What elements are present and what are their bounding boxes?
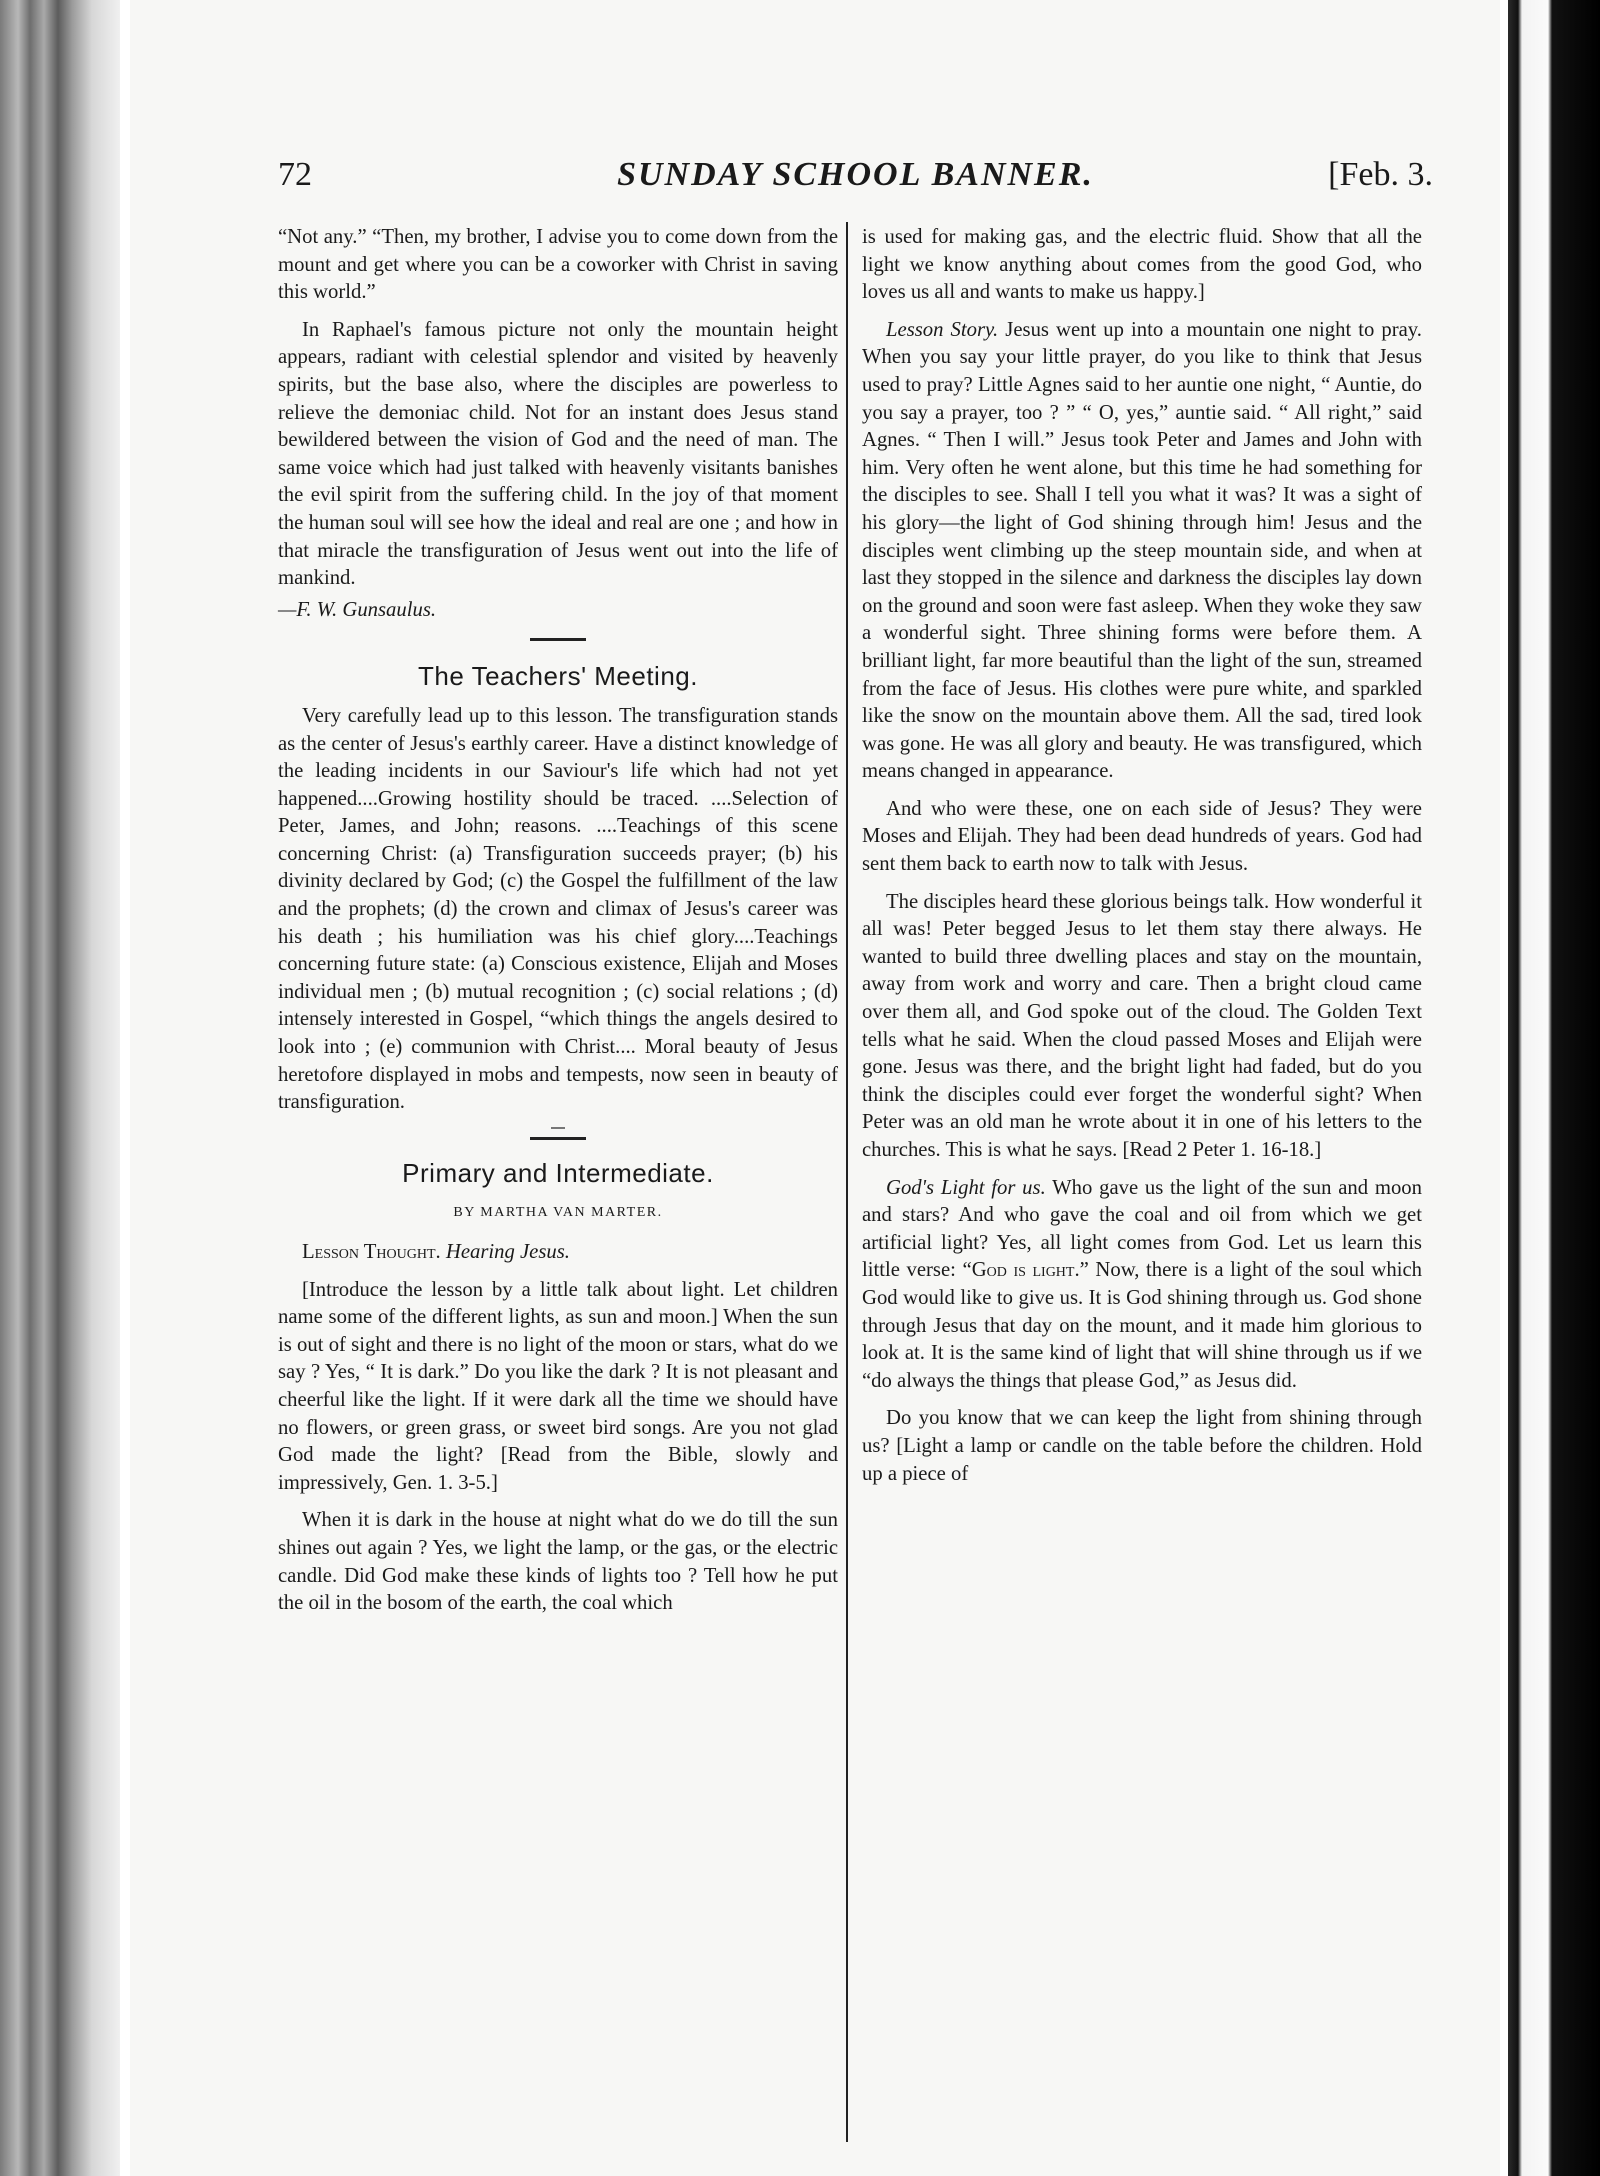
paragraph: In Raphael's famous picture not only the mountain height appears, radiant with celestial splendor and visited by heavenly spirits, but the base also, where the disciples are powerless to relieve the demoniac child. Not for an instant does Jesus stand bewildered between the vision of God and the need of man. The same voice which had just talked with heavenly visitants banishes the evil spirit from the suffering child. In the joy of that moment the human soul will see how the ideal and real are one ; and how in that miracle the transfiguration of Jesus went out into the life of mankind. (278, 318, 838, 590)
lesson-story (862, 317, 1422, 786)
issue-date: [Feb. 3. (1328, 156, 1433, 193)
adjacent-page-edge (1508, 0, 1600, 2176)
gods-light-paragraph (862, 1175, 1422, 1396)
section-heading-primary-intermediate: Primary and Intermediate. (402, 1157, 714, 1188)
paragraph: “Not any.” “Then, my brother, I advise you to come down from the mount and get where you can be a coworker with Christ in saving this world.” (278, 226, 838, 304)
journal-title: SUNDAY SCHOOL BANNER. (617, 156, 1094, 193)
book-edge (0, 0, 120, 2176)
paragraph: [Introduce the lesson by a little talk about light. Let children name some of the different lights, as sun and moon.] When the sun is out of sight and there is no light of the moon or stars, what do we say ? Yes, “ It is dark.” Do you like the dark ? It is not pleasant and cheerful like the light. If it were dark all the time we should have no flowers, or green grass, or sweet bird songs. Are you not glad God made the light? [Read from the Bible, slowly and impressively, Gen. 1. 3-5.] (278, 1278, 838, 1494)
section-divider (530, 1137, 586, 1140)
paragraph: And who were these, one on each side of Jesus? They were Moses and Elijah. They had been dead hundreds of years. God had sent them back to earth now to talk with Jesus. (862, 797, 1422, 876)
attribution: —F. W. Gunsaulus. (278, 598, 437, 621)
dash-mark (551, 1127, 565, 1129)
running-head (278, 156, 1433, 200)
gods-light-text-a: Who gave us the light of the sun and moon and stars? And who gave the coal and oil from which we get artificial light? Yes, all light comes from God. Let us learn this little verse: “ (862, 1176, 1422, 1282)
lesson-story-label: Lesson Story. (886, 318, 999, 341)
column-divider (846, 222, 848, 2142)
paragraph: The disciples heard these glorious beings talk. How wonderful it all was! Peter begged Jesus to let them stay there always. He wanted to build three dwelling places and stay on the mountain, away from work and worry and care. Then a bright cloud came over them all, and God spoke out of the cloud. The Golden Text tells what he said. When the cloud passed Moses and Elijah were gone. Jesus was there, and the bright light had faded, but do you think the disciples could ever forget the wonderful sight? When Peter was an old man he wrote about it in one of his letters to the churches. This is what he says. [Read 2 Peter 1. 16-18.] (862, 890, 1422, 1161)
paragraph: Very carefully lead up to this lesson. The transfiguration stands as the center of Jesus's earthly career. Have a distinct knowledge of the leading incidents in our Saviour's life which had not yet happened....Growing hostility should be traced. ....Selection of Peter, James, and John; reasons. ....Teachings of this scene concerning Christ: (a) Transfiguration succeeds prayer; (b) his divinity declared by God; (c) the Gospel the fulfillment of the law and the prophets; (d) the crown and climax of Jesus's career was his death ; his humiliation was his chief glory....Teachings concerning future state: (a) Conscious existence, Elijah and Moses individual men ; (b) mutual recognition ; (c) social relations ; (d) intensely interested in Gospel, “which things the angels desired to look into ; (e) communion with Christ.... Moral beauty of Jesus heretofore displayed in mobs and tempests, now seen in beauty of transfiguration. (278, 704, 838, 1114)
page-number: 72 (278, 156, 312, 193)
gods-light-label: God's Light for us. (886, 1176, 1046, 1199)
lesson-story-text: Jesus went up into a mountain one night to pray. When you say your little prayer, do you like to think that Jesus used to pray? Little Agnes said to her auntie one night, “ Auntie, do you say a prayer, too ? ” “ O, yes,” auntie said. “ All right,” said Agnes. “ Then I will.” Jesus took Peter and James and John with him. Very often he went alone, but this time he had something for the disciples to see. Shall I tell you what it was? It was a sight of his glory—the light of God shining through him! Jesus and the disciples went climbing up the steep mountain side, and when at last they stopped in the silence and darkness the disciples lay down on the ground and soon were fast asleep. When they woke they saw a wonderful sight. Three shining forms were before them. A brilliant light, far more beautiful than the light of the sun, streamed from the face of Jesus. His clothes were pure white, and sparkled like the snow on the mountain above them. All the sad, tired look was gone. He was all glory and beauty. He was transfigured, which means changed in appearance. (862, 318, 1422, 783)
memory-verse: God is light. (971, 1259, 1080, 1282)
lesson-thought-label: Lesson Thought. (302, 1241, 441, 1263)
gods-light-text-b: ” Now, there is a light of the soul which God would like to give us. It is God shining through us. God shone through Jesus that day on the mount, and it made him glorious to look at. It is the same kind of light that will shine through us if we “do always the things that please God,” as Jesus did. (862, 1259, 1422, 1392)
paragraph: When it is dark in the house at night what do we do till the sun shines out again ? Yes, we light the lamp, or the gas, or the electric candle. Did God make these kinds of lights too ? Tell how he put the oil in the bosom of the earth, the coal which (278, 1509, 838, 1615)
left-column (278, 224, 838, 1628)
paragraph: is used for making gas, and the electric fluid. Show that all the light we know anything about comes from the good God, who loves us all and wants to make us happy.] (862, 226, 1422, 304)
lesson-thought-title: Hearing Jesus. (445, 1241, 570, 1263)
right-column (862, 224, 1422, 1498)
paragraph: Do you know that we can keep the light from shining through us? [Light a lamp or candle on the table before the children. Hold up a piece of (862, 1407, 1422, 1485)
section-heading-teachers-meeting: The Teachers' Meeting. (418, 661, 698, 692)
byline: BY MARTHA VAN MARTER. (453, 1205, 663, 1221)
lesson-thought (278, 1239, 838, 1267)
section-divider (530, 638, 586, 641)
